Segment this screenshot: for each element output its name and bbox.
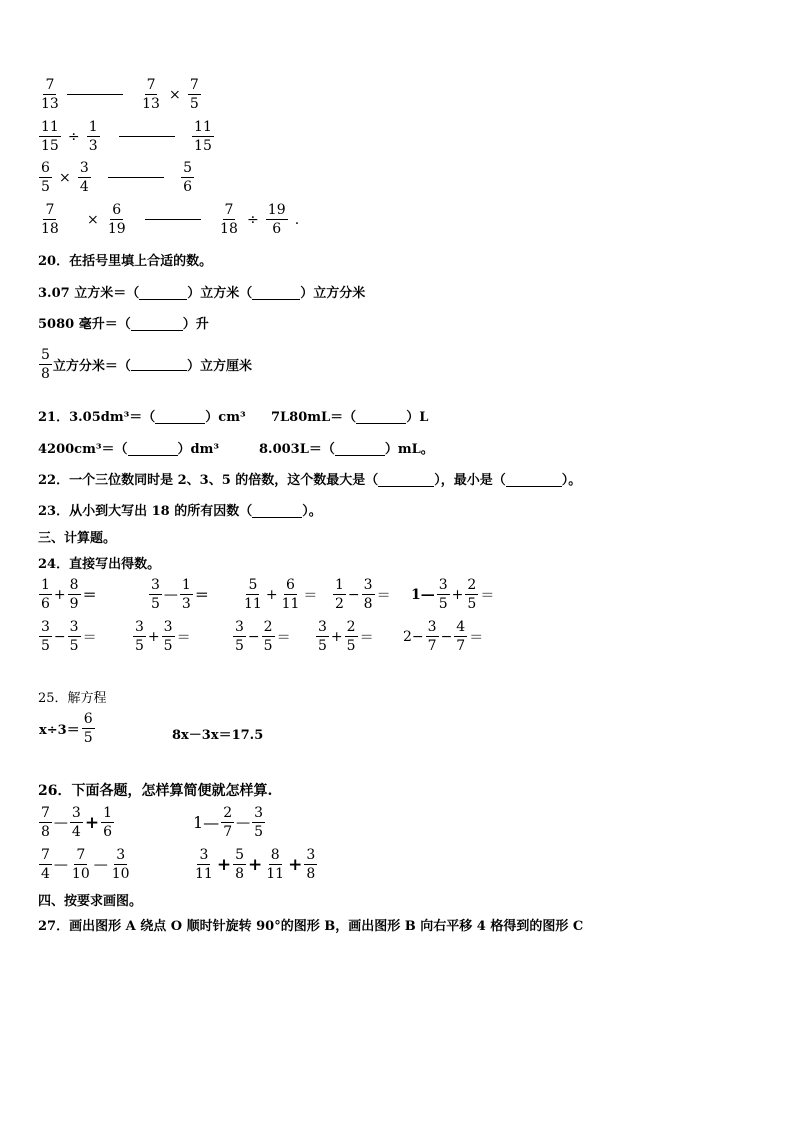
q20-title: 20．在括号里填上合适的数。: [38, 254, 213, 269]
fraction: $\frac{19}{6}$: [267, 202, 286, 237]
blank[interactable]: [139, 287, 187, 300]
blank[interactable]: [131, 318, 183, 331]
answer-line[interactable]: [145, 219, 201, 220]
fraction: $\frac{7}{13}$: [142, 77, 160, 112]
q26-expression-3: $\frac{7}{4}$ — $\frac{7}{10}$ — $\frac{3}{10}$: [41, 847, 130, 882]
compare-row-4: $\frac{7}{18}$ × $\frac{6}{19}$ $\frac{7}{18}$ ÷ $\frac{19}{6}$ .: [41, 202, 300, 237]
fraction: $\frac{1}{3}$: [88, 119, 98, 154]
section-3-heading: 三、计算题。: [38, 531, 117, 546]
blank[interactable]: [378, 474, 434, 487]
blank[interactable]: [252, 287, 300, 300]
q26-expression-2: 1— $\frac{2}{7}$ — $\frac{3}{5}$: [193, 805, 264, 840]
blank[interactable]: [356, 411, 406, 424]
q27: 27．画出图形 A 绕点 O 顺时针旋转 90°的图形 B，画出图形 B 向右平移 4 格得到的图形 C: [38, 919, 584, 934]
q24-item: $\frac{1}{2}$ − $\frac{3}{8}$ ＝: [335, 577, 391, 612]
blank[interactable]: [128, 443, 178, 456]
blank[interactable]: [506, 474, 562, 487]
q26-expression-4: $\frac{3}{11}$ + $\frac{5}{8}$ + $\frac{8}{11}$ + $\frac{3}{8}$: [195, 847, 316, 882]
blank[interactable]: [131, 358, 187, 371]
fraction: $\frac{11}{15}$: [41, 119, 59, 154]
q26-title: 26．下面各题，怎样算简便就怎样算.: [38, 783, 273, 799]
q24-item: 1— $\frac{3}{5}$ + $\frac{2}{5}$ ＝: [411, 577, 495, 612]
blank[interactable]: [252, 505, 302, 518]
q24-title: 24．直接写出得数。: [38, 557, 161, 572]
section-4-heading: 四、按要求画图。: [38, 894, 143, 909]
q20-line-3: $\frac{5}{8}$ 立方分米＝（ ）立方厘米: [41, 347, 252, 382]
fraction: $\frac{7}{18}$: [41, 202, 59, 237]
q24-item: $\frac{3}{5}$ − $\frac{3}{5}$ ＝: [41, 619, 97, 654]
q23: 23．从小到大写出 18 的所有因数（ ）。: [38, 504, 322, 519]
fraction: $\frac{6}{5}$: [41, 160, 50, 195]
q25-equation-2: 8x－3x＝17.5: [172, 728, 264, 743]
q24-item: $\frac{3}{5}$ − $\frac{2}{5}$ ＝: [235, 619, 291, 654]
answer-line[interactable]: [108, 177, 164, 178]
q25-equation-1: x÷3＝ $\frac{6}{5}$: [39, 711, 93, 746]
q21-line-2a: 4200cm³＝（ ）dm³: [38, 442, 220, 457]
fraction: $\frac{6}{19}$: [107, 202, 126, 237]
fraction: $\frac{11}{15}$: [194, 119, 212, 154]
fraction: $\frac{7}{5}$: [189, 77, 199, 112]
q24-item: $\frac{3}{5}$ + $\frac{3}{5}$ ＝: [135, 619, 191, 654]
q24-item: $\frac{3}{5}$ + $\frac{2}{5}$ ＝: [318, 619, 374, 654]
q22: 22．一个三位数同时是 2、3、5 的倍数，这个数最大是（ ），最小是（ ）。: [38, 473, 582, 488]
q20-line-1: 3.07 立方米＝（ ）立方米（ ）立方分米: [38, 286, 366, 301]
fraction: $\frac{3}{4}$: [79, 160, 89, 195]
compare-row-1: $\frac{7}{13}$ $\frac{7}{13}$ × $\frac{7}{5}$: [41, 77, 199, 112]
answer-line[interactable]: [119, 136, 175, 137]
answer-line[interactable]: [67, 94, 123, 95]
q21-line-1a: 21．3.05dm³＝（ ）cm³: [38, 410, 246, 425]
compare-row-2: $\frac{11}{15}$ ÷ $\frac{1}{3}$ $\frac{11}{15}$: [41, 119, 212, 154]
blank[interactable]: [335, 443, 385, 456]
fraction: $\frac{5}{6}$: [183, 160, 193, 195]
compare-row-3: $\frac{6}{5}$ × $\frac{3}{4}$ $\frac{5}{6}$: [41, 160, 193, 195]
fraction: $\frac{7}{13}$: [41, 77, 59, 112]
q24-item: $\frac{5}{11}$ + $\frac{6}{11}$ ＝: [244, 577, 318, 612]
fraction: $\frac{7}{18}$: [220, 202, 238, 237]
q24-item: 2− $\frac{3}{7}$ − $\frac{4}{7}$ ＝: [403, 619, 484, 654]
q21-line-1b: 7L80mL＝（ ）L: [271, 410, 429, 425]
q20-line-2: 5080 毫升＝（ ）升: [38, 317, 209, 332]
q26-expression-1: $\frac{7}{8}$ — $\frac{3}{4}$ + $\frac{1}{6}$: [41, 805, 113, 840]
q24-item: $\frac{1}{6}$ + $\frac{8}{9}$ ＝: [41, 577, 97, 612]
q25-title: 25．解方程: [38, 691, 107, 706]
q24-item: $\frac{3}{5}$ — $\frac{1}{3}$ ＝: [151, 577, 209, 612]
blank[interactable]: [155, 411, 205, 424]
q21-line-2b: 8.003L＝（ ）mL。: [259, 442, 434, 457]
fraction: $\frac{5}{8}$: [41, 347, 50, 382]
